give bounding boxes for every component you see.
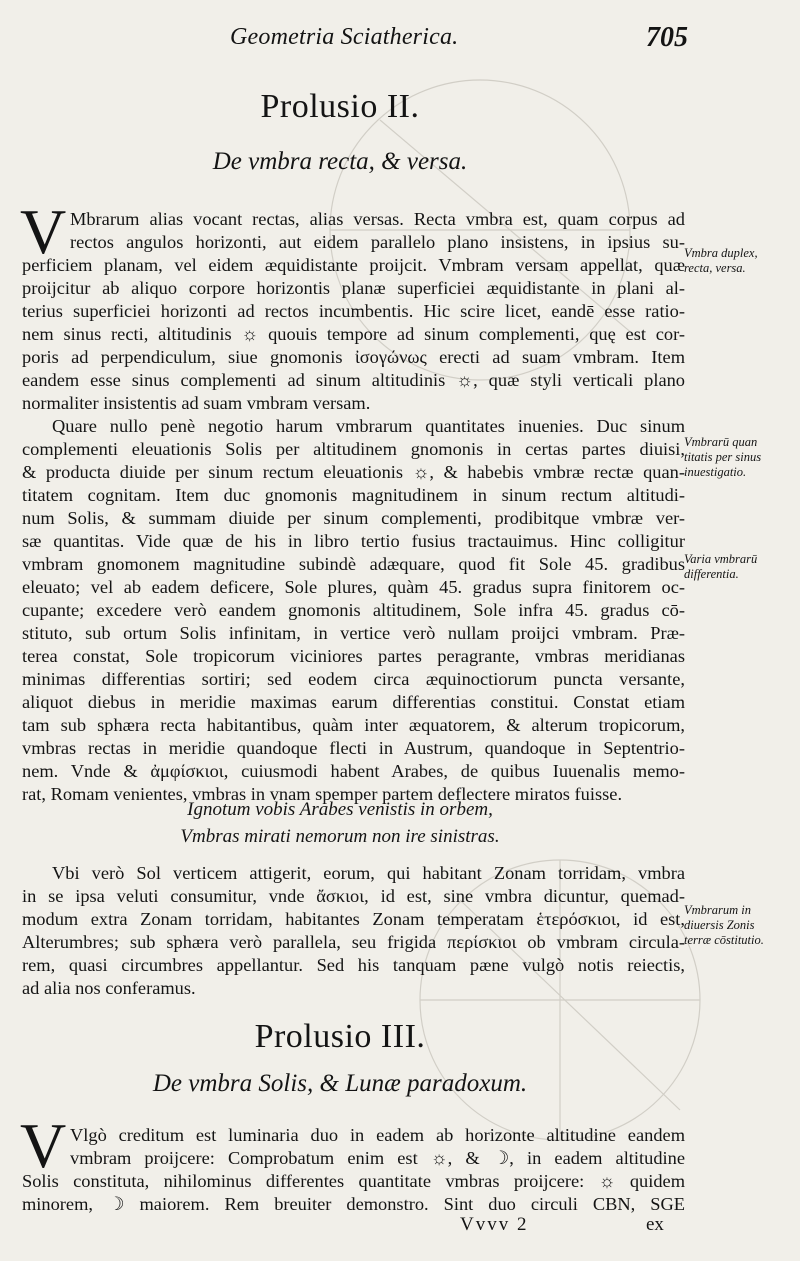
text-line: Mbrarum alias vocant rectas, alias versas. Recta vmbra est, quam corpus ad	[70, 209, 685, 229]
text-line: Quare nullo penè negotio harum vmbrarum quantitates inuenies. Duc sinum	[52, 416, 685, 436]
margin-note	[684, 246, 796, 276]
text-line: poris ad perpendiculum, siue gnomonis ἰσογώνως erecti ad suam vmbram. Item	[22, 347, 685, 367]
running-head	[230, 24, 750, 56]
paragraph-2-3	[22, 862, 685, 1000]
catchword: ex	[646, 1214, 664, 1235]
text-line: tam sub sphæra recta habitantibus, quàm inter æquatorem, & alterum tropicorum,	[22, 715, 685, 735]
text-line: vmbram gnomonem magnitudine subindè adæquare, quod fit Sole 45. gradibus	[22, 554, 685, 574]
margin-note-line: Vmbrarum in	[684, 903, 752, 917]
verse-line: Vmbras mirati nemorum non ire sinistras.	[180, 826, 500, 847]
text-line: rat, Romam venientes, vmbras in vnam spemper partem deflectere miratos fuisse.	[22, 784, 623, 804]
text-line: in se ipsa veluti consumitur, vnde ἄσκιοι, id est, sine vmbra dicuntur, quemad-	[22, 886, 685, 906]
margin-note	[684, 903, 796, 948]
text-line: titatem cognitam. Item duc gnomonis magnitudinem in sinum rectum altitudi-	[22, 485, 685, 505]
text-line: nem sinus recti, altitudinis ☼ quouis tempore ad sinum complementi, quę est cor-	[22, 324, 685, 344]
text-line: minimas differentias sortiri; sed eodem circa æquinoctiorum puncta versante,	[22, 669, 685, 689]
section-subheading-prolusio-3: De vmbra Solis, & Lunæ paradoxum.	[152, 1070, 528, 1097]
text-line: eandem esse sinus complementi ad sinum altitudinis ☼, quæ styli verticali plano	[22, 370, 685, 390]
text-line: nem. Vnde & ἀμφίσκιοι, cuiusmodi habent Arabes, de quibus Iuuenalis memo-	[22, 761, 685, 781]
text-line: Alterumbres; sub sphæra verò parallela, seu frigida περίσκιοι ob vmbram circula-	[22, 932, 685, 952]
text-line: sæ quantitas. Vide quæ de his in libro tertio fusius tractauimus. Hinc colligitur	[22, 531, 685, 551]
text-line: complementi eleuationis Solis per altitudinem gnomonis in certas partes diuisi,	[22, 439, 685, 459]
text-line: rectos angulos horizonti, aut eidem parallelo plano insistens, in ipsius su-	[70, 232, 685, 252]
text-line: & producta diuide per sinum rectum eleuationis ☼, & habebis vmbræ rectæ quan-	[22, 462, 685, 482]
text-line: minorem, ☽ maiorem. Rem breuiter demonstro. Sint duo circuli CBN, SGE	[22, 1194, 685, 1214]
paragraph-3-1	[22, 1124, 685, 1216]
text-line: eleuato; vel ab eadem deficere, Sole plures, quàm 45. gradus supra finitorem oc-	[22, 577, 685, 597]
text-line: Solis constituta, nihilominus differentes quantitate vmbras proijcere: ☼ quidem	[22, 1171, 685, 1191]
drop-cap: V	[20, 1110, 67, 1181]
margin-note-line: Vmbra duplex,	[684, 246, 758, 260]
text-line: Vbi verò Sol verticem attigerit, eorum, qui habitant Zonam torridam, vmbra	[52, 863, 685, 883]
text-line: rem, quasi circumbres appellantur. Sed his tanquam pæne vulgò notis reiectis,	[22, 955, 685, 975]
text-line: terius superficiei horizonti ad rectos incumbentis. Hic scire licet, eandē esse ratio-	[22, 301, 685, 321]
verse-quotation	[0, 796, 680, 850]
drop-cap: V	[20, 196, 67, 267]
text-line: modum extra Zonam torridam, habitantes Zonam temperatam ἑτερόσκιοι, id est,	[22, 909, 685, 929]
margin-note	[684, 435, 796, 480]
verse-line: Ignotum vobis Arabes venistis in orbem,	[187, 799, 493, 820]
margin-note-line: Vmbrarū quan	[684, 435, 758, 449]
page-number: 705	[646, 22, 688, 53]
text-line: num Solis, & summam diuide per sinum complementi, prodibitque vmbræ ver-	[22, 508, 685, 528]
running-title: Geometria Sciatherica.	[230, 24, 459, 50]
text-line: cupante; excedere verò eandem gnomonis altitudinem, Sole infra 45. gradus cō-	[22, 600, 685, 620]
paragraph-2-1	[22, 208, 685, 415]
text-line: ad alia nos conferamus.	[22, 978, 196, 998]
margin-note	[684, 552, 796, 582]
margin-note-line: inuestigatio.	[684, 465, 747, 479]
paragraph-2-2	[22, 415, 685, 806]
text-line: terea constat, Sole tropicorum viciniores partes peragrante, vmbras meridianas	[22, 646, 685, 666]
margin-note-line: titatis per sinus	[684, 450, 762, 464]
text-line: Vlgò creditum est luminaria duo in eadem ab horizonte altitudine eandem	[70, 1125, 685, 1145]
section-subheading-prolusio-2: De vmbra recta, & versa.	[212, 148, 468, 175]
section-heading-prolusio-3: Prolusio III.	[254, 1018, 426, 1055]
margin-note-line: differentia.	[684, 567, 739, 581]
text-line: vmbram proijcere: Comprobatum enim est ☼, & ☽, in eadem altitudine	[70, 1148, 685, 1168]
margin-note-line: diuersis Zonis	[684, 918, 755, 932]
margin-note-line: terræ cōstitutio.	[684, 933, 764, 947]
text-line: vmbras rectas in meridie quandoque flecti in Austrum, quandoque in Septentrio-	[22, 738, 685, 758]
margin-note-line: Varia vmbrarū	[684, 552, 758, 566]
text-line: aliquot diebus in meridie maximas earum differentias constitui. Constat etiam	[22, 692, 685, 712]
text-line: perficiem planam, vel eidem æquidistante proijcit. Vmbram versam appellat, quæ	[22, 255, 685, 275]
margin-note-line: recta, versa.	[684, 261, 746, 275]
signature-mark: Vvvv 2	[460, 1214, 529, 1235]
text-line: stituto, sub ortum Solis infinitam, in vertice verò nullam proijci vmbram. Præ-	[22, 623, 685, 643]
section-heading-prolusio-2: Prolusio II.	[260, 88, 420, 125]
text-line: proijcitur ab aliquo corpore horizontis planæ superficiei æquidistante in plani al-	[22, 278, 685, 298]
text-line: normaliter insistentis ad suam vmbram versam.	[22, 393, 371, 413]
